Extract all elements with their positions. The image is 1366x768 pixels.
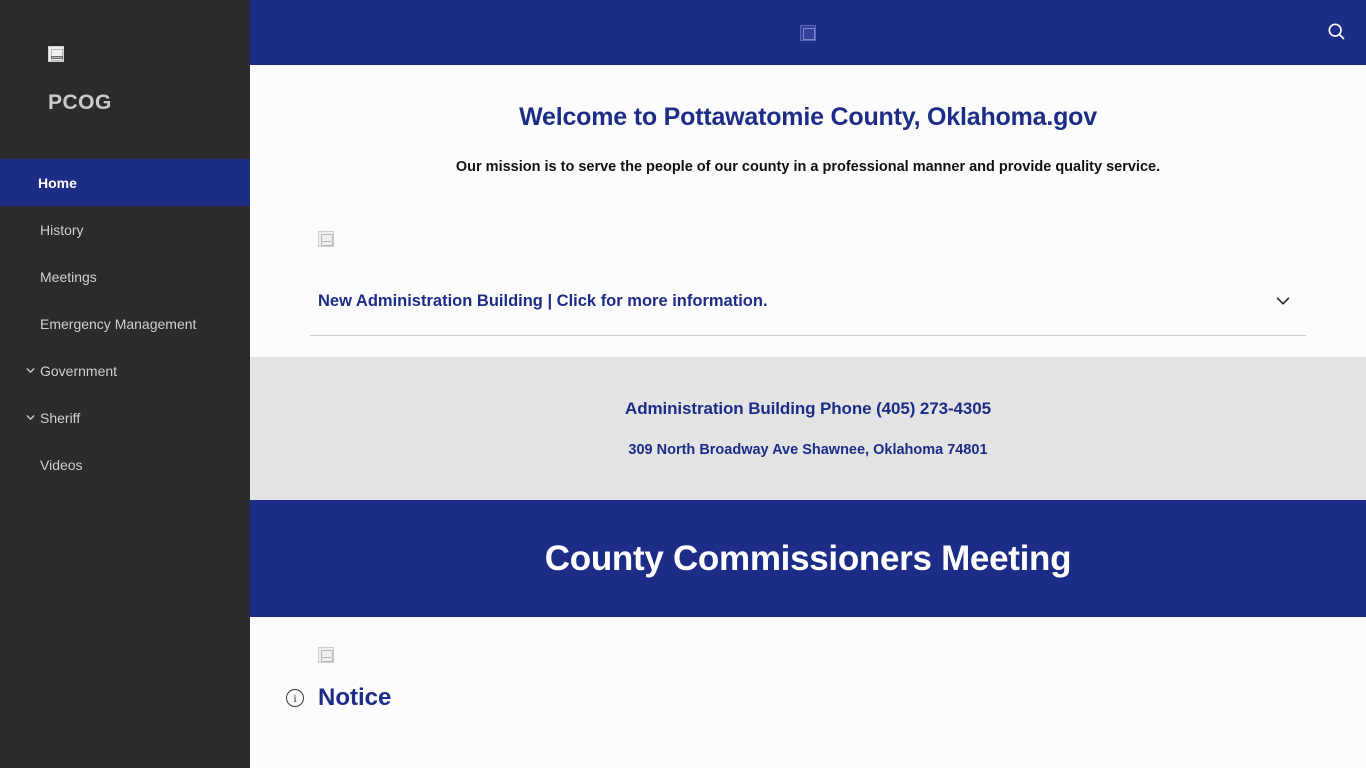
sidebar-item-home[interactable]: [0, 159, 250, 206]
search-button[interactable]: [1322, 19, 1350, 47]
page-title: Welcome to Pottawatomie County, Oklahoma.gov: [519, 103, 1097, 131]
page-body: [250, 103, 1366, 712]
county-commissioners-meeting-band: [250, 500, 1366, 617]
sidebar-item-label: Videos: [40, 456, 83, 473]
accordion-new-administration-building[interactable]: [310, 290, 1306, 336]
meeting-section-title: County Commissioners Meeting: [544, 538, 1072, 578]
header-logo-icon: [800, 25, 816, 41]
chevron-down-icon[interactable]: [1272, 290, 1306, 312]
notice-broken-image-icon: [318, 647, 334, 663]
sidebar-item-label: Meetings: [40, 268, 97, 285]
chevron-down-icon: [22, 410, 38, 426]
info-circle-icon: i: [286, 689, 304, 707]
accordion-label: New Administration Building | Click for more information.: [318, 291, 768, 310]
admin-building-address: 309 North Broadway Ave Shawnee, Oklahoma 74801: [628, 442, 988, 458]
site-logo-icon: [48, 46, 64, 62]
brand-name: PCOG: [48, 91, 112, 114]
sidebar-item-meetings[interactable]: [0, 253, 250, 300]
sidebar-item-label: History: [40, 221, 84, 238]
sidebar-nav: [0, 159, 250, 488]
main-content: [250, 0, 1366, 768]
sidebar-item-label: Emergency Management: [40, 315, 197, 332]
notice-image-row: [250, 617, 1366, 668]
contact-info-band: [250, 357, 1366, 500]
search-icon: [1326, 21, 1346, 44]
top-header-bar: [250, 0, 1366, 65]
sidebar-item-history[interactable]: [0, 206, 250, 253]
notice-label: Notice: [318, 684, 392, 711]
sidebar-item-government[interactable]: [0, 347, 250, 394]
banner-image-row: [250, 175, 1366, 252]
admin-building-phone: Administration Building Phone (405) 273-4305: [625, 399, 991, 418]
notice-item[interactable]: [250, 684, 1366, 712]
sidebar-item-label: Home: [38, 174, 77, 191]
sidebar-item-label: Sheriff: [40, 409, 81, 426]
sidebar-brand: [0, 0, 250, 115]
sidebar: [0, 0, 250, 768]
sidebar-item-sheriff[interactable]: [0, 394, 250, 441]
mission-statement: Our mission is to serve the people of our county in a professional manner and provide quality service.: [455, 159, 1161, 175]
sidebar-item-emergency-management[interactable]: [0, 300, 250, 347]
sidebar-item-label: Government: [40, 362, 118, 379]
chevron-down-icon: [22, 363, 38, 379]
banner-broken-image-icon: [318, 231, 334, 247]
sidebar-item-videos[interactable]: [0, 441, 250, 488]
